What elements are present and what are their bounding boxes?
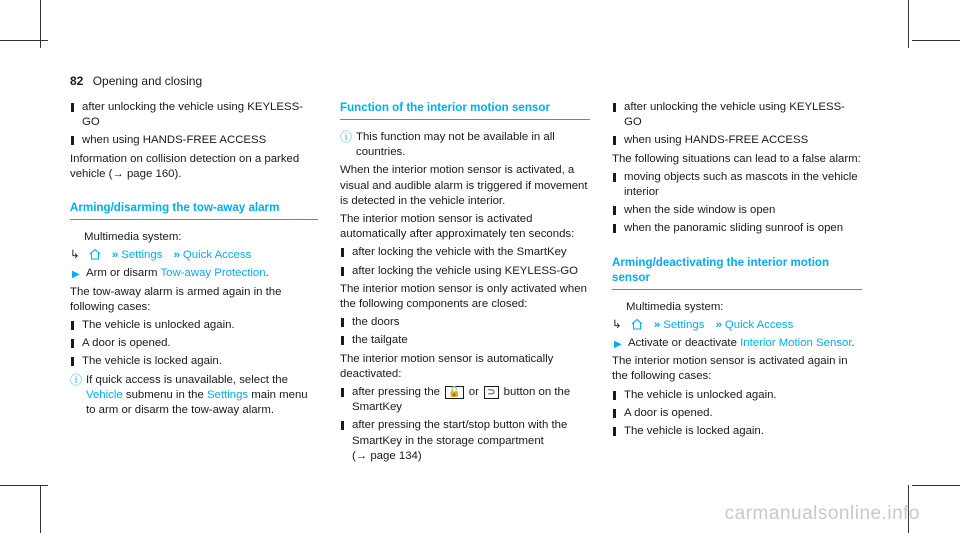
info-text: Information on collision detection on a parked vehicle ( [70, 152, 300, 180]
watermark: carmanualsonline.info [724, 503, 920, 524]
paragraph: The interior motion sensor is automatically deactivated: [340, 352, 554, 380]
page-ref-arrow: → [112, 167, 124, 180]
action-step [612, 336, 862, 351]
tow-away-protection-link[interactable]: Tow-away Protection [160, 267, 266, 280]
note-text: main menu to arm or disarm the tow-away alarm. [86, 388, 308, 417]
note-text: If quick access is unavailable, select the [86, 373, 288, 386]
item-text: or [465, 386, 483, 399]
page-title: Opening and closing [92, 74, 203, 88]
list-item: when the side window is open [612, 203, 862, 218]
list-item: The vehicle is locked again. [70, 354, 318, 369]
bullet-list [340, 315, 590, 348]
list-item: A door is opened. [612, 406, 862, 421]
list-item: A door is opened. [70, 336, 318, 351]
page-ref-arrow: → [355, 449, 368, 462]
list-item: The vehicle is unlocked again. [612, 388, 862, 403]
crop-mark [912, 485, 960, 486]
paragraph: When the interior motion sensor is activated, a visual and audible alarm is triggered if movement is detected in the vehicle interior. [340, 164, 588, 207]
action-period: . [851, 337, 855, 350]
page-ref: page 134) [367, 449, 422, 462]
list-item: when using HANDS-FREE ACCESS [70, 133, 318, 148]
multimedia-label: Multimedia system: [84, 231, 182, 244]
unlock-button-icon: 🔓 [445, 386, 463, 399]
list-item: when using HANDS-FREE ACCESS [612, 133, 862, 148]
action-text: Activate or deactivate [628, 337, 741, 350]
chevron-icon: » [173, 249, 178, 262]
list-item: The vehicle is locked again. [612, 424, 862, 439]
column-3 [612, 100, 862, 442]
crop-mark [0, 485, 48, 486]
info-icon: ⓘ [70, 372, 83, 387]
list-item: after pressing the start/stop button with the SmartKey in the storage compartment (→ page 134) [340, 418, 590, 464]
interior-motion-sensor-link[interactable]: Interior Motion Sensor [740, 337, 852, 350]
chevron-icon: » [715, 318, 720, 331]
home-icon[interactable] [631, 318, 643, 330]
note [70, 373, 318, 419]
section-title-arming-motion-sensor: Arming/deactivating the interior motion sensor [612, 255, 862, 290]
action-arrow-icon: ▶ [72, 269, 80, 281]
list-item: after locking the vehicle using KEYLESS-GO [340, 264, 590, 279]
tailgate-button-icon: ⊃ [484, 386, 498, 399]
item-text: after pressing the start/stop button with the SmartKey in the storage compartment [352, 419, 568, 447]
list-item: after unlocking the vehicle using KEYLESS-GO [70, 100, 318, 130]
section-title-tow-away: Arming/disarming the tow-away alarm [70, 200, 318, 220]
collision-info [70, 152, 318, 182]
info-icon: ⓘ [340, 130, 353, 144]
list-item: after locking the vehicle with the SmartKey [340, 245, 590, 260]
menu-path [612, 318, 862, 333]
bullet-list [70, 100, 318, 149]
item-text: after pressing the [352, 386, 444, 399]
list-item: after unlocking the vehicle using KEYLESS-GO [612, 100, 862, 130]
page-number: 82 [70, 74, 84, 88]
bullet-list [612, 388, 862, 440]
bullet-list [340, 385, 590, 464]
action-period: . [265, 267, 269, 280]
section-title-motion-sensor: Function of the interior motion sensor [340, 100, 590, 120]
path-arrow-icon: ↳ [70, 249, 80, 262]
settings-link[interactable]: Settings [121, 249, 163, 262]
list-item [340, 385, 590, 415]
settings-link[interactable]: Settings [663, 318, 705, 331]
list-item: moving objects such as mascots in the vehicle interior [612, 170, 862, 200]
note-text: submenu in the [122, 388, 207, 401]
paragraph: The interior motion sensor is activated automatically after approximately ten seconds: [340, 213, 575, 241]
column-1 [70, 100, 318, 421]
menu-path [70, 248, 318, 263]
quick-access-link[interactable]: Quick Access [182, 249, 252, 262]
bullet-list [612, 170, 862, 237]
crop-mark [908, 0, 909, 48]
bullet-list [70, 318, 318, 370]
paragraph: The interior motion sensor is only activated when the following components are closed: [340, 282, 587, 311]
armed-text: The interior motion sensor is activated again in the following cases: [612, 355, 848, 383]
page-ref: page 160). [123, 167, 182, 180]
list-item: the doors [340, 315, 590, 330]
column-2 [340, 100, 590, 467]
note-text: This function may not be available in all countries. [356, 131, 555, 159]
list-item: the tailgate [340, 333, 590, 348]
item-text: button on the SmartKey [352, 386, 571, 414]
paragraph: The following situations can lead to a false alarm: [612, 152, 861, 165]
crop-mark [40, 485, 41, 533]
bullet-list [612, 100, 862, 149]
note [340, 130, 590, 160]
quick-access-link[interactable]: Quick Access [724, 318, 794, 331]
bullet-list [340, 245, 590, 278]
home-icon[interactable] [89, 248, 101, 260]
crop-mark [0, 40, 48, 41]
list-item: when the panoramic sliding sunroof is open [612, 221, 862, 236]
settings-link[interactable]: Settings [206, 388, 249, 401]
chevron-icon: » [111, 249, 117, 262]
crop-mark [912, 40, 960, 41]
action-step [70, 266, 318, 281]
list-item: The vehicle is unlocked again. [70, 318, 318, 333]
action-arrow-icon: ▶ [614, 339, 622, 351]
vehicle-link[interactable]: Vehicle [86, 388, 123, 401]
path-arrow-icon: ↳ [612, 318, 622, 331]
chevron-icon: » [653, 318, 659, 331]
page-header [70, 74, 202, 88]
armed-text: The tow-away alarm is armed again in the following cases: [70, 285, 282, 313]
action-text: Arm or disarm [86, 267, 161, 280]
multimedia-label: Multimedia system: [626, 300, 724, 313]
